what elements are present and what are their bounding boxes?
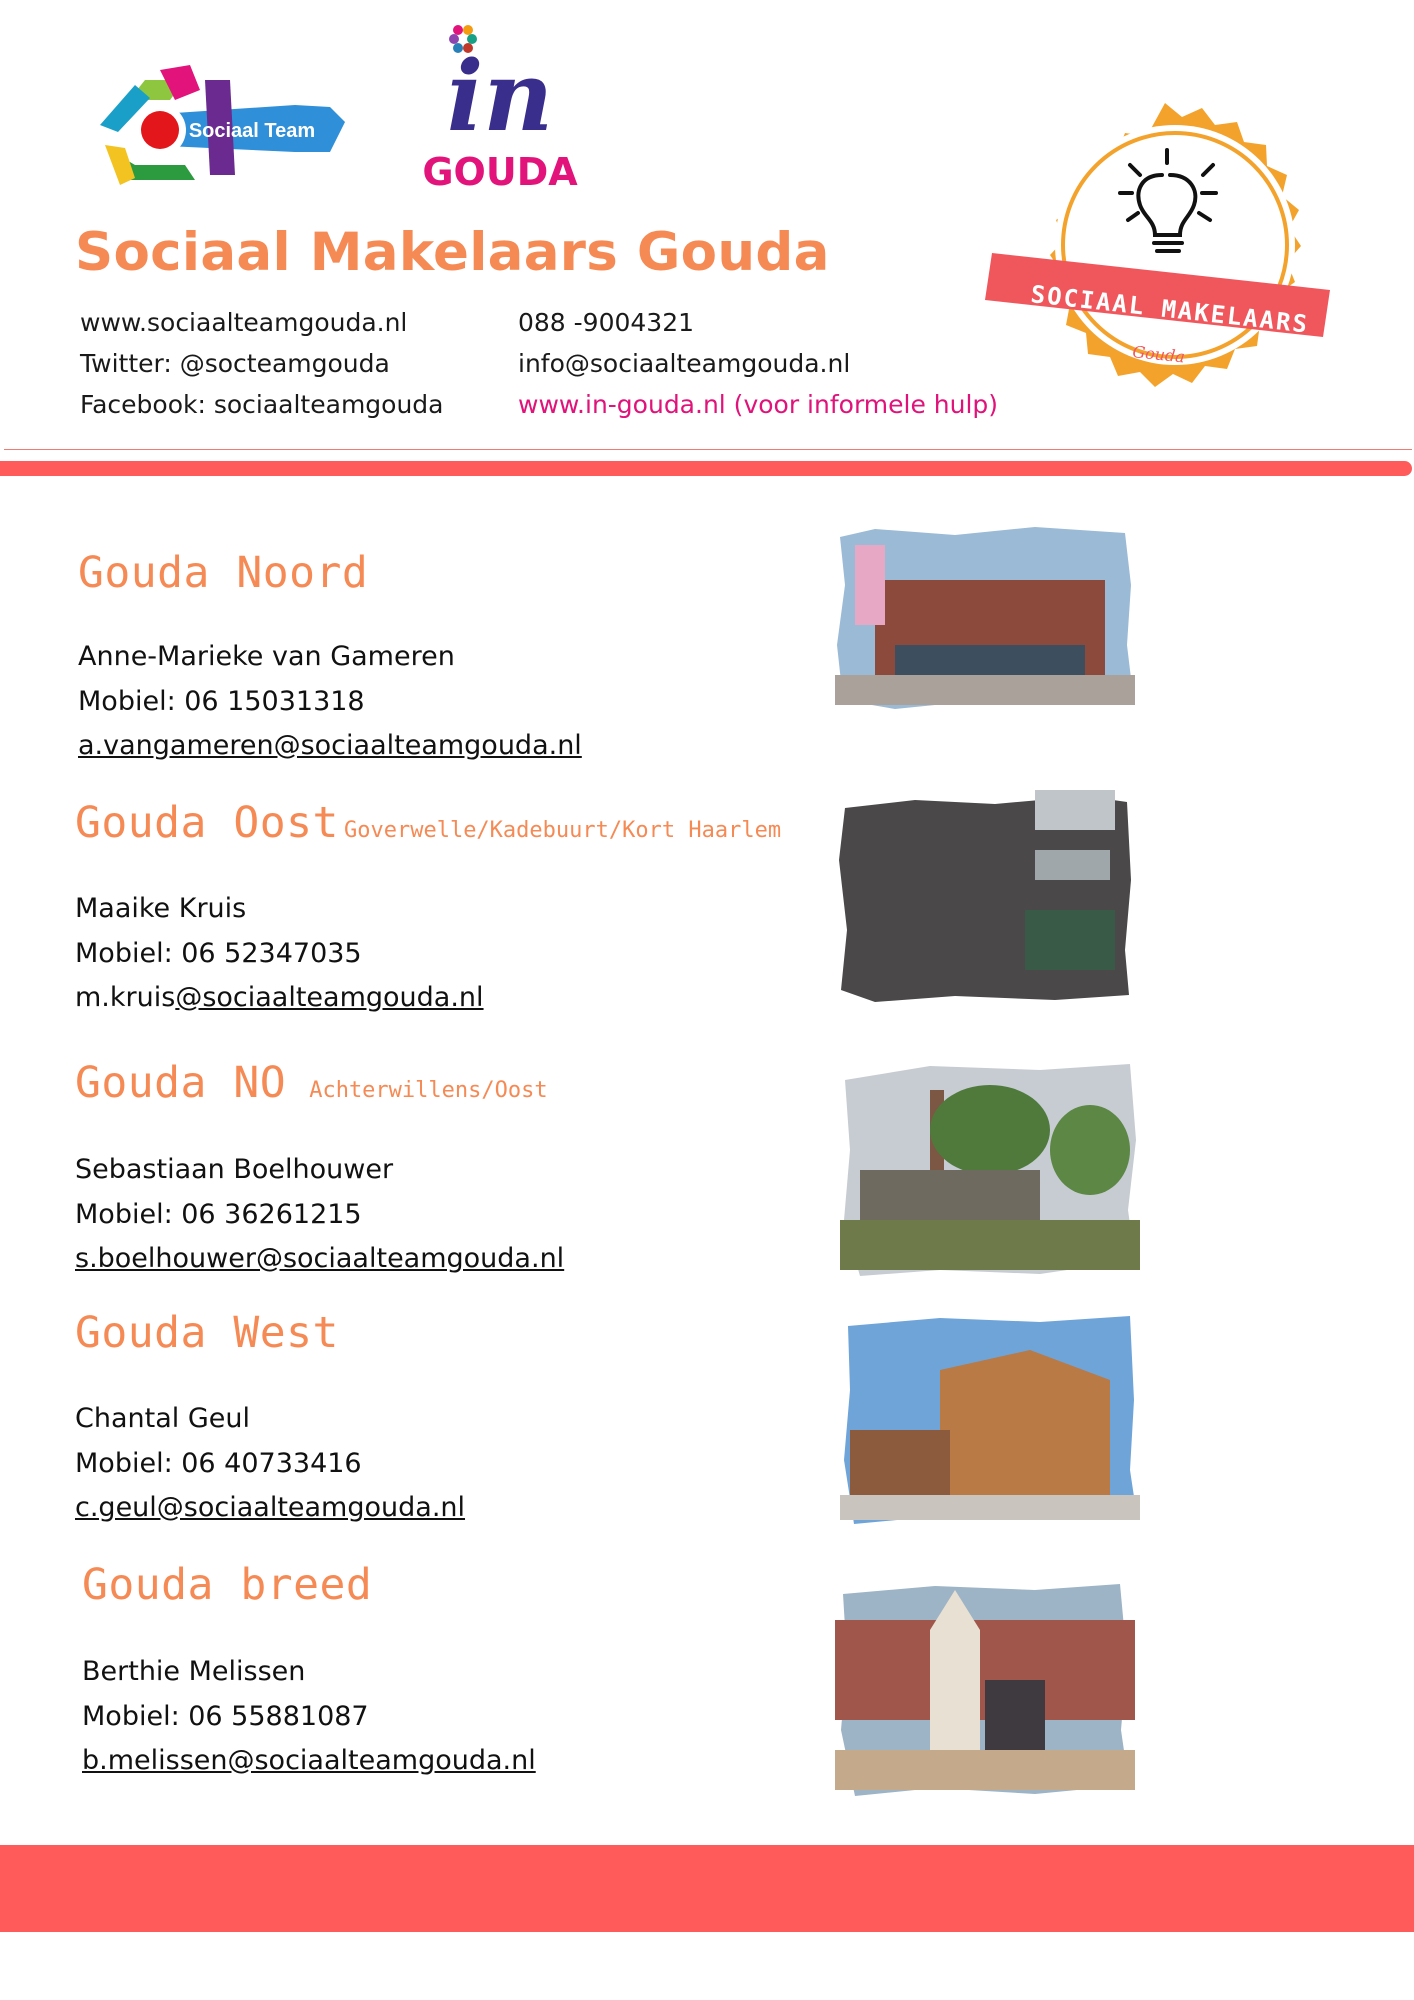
contact-info-right: [518, 302, 998, 425]
contact-email-link[interactable]: s.boelhouwer@sociaalteamgouda.nl: [75, 1243, 565, 1274]
section-title-west: Gouda West: [75, 1308, 339, 1358]
photo-gouda-oost: [835, 790, 1135, 1005]
header-accent-bar: [0, 461, 1412, 476]
photo-gouda-no: [840, 1060, 1140, 1280]
section-title-oost: Gouda Oost: [75, 798, 339, 848]
footer-bar: [0, 1845, 1414, 1932]
contact-name: Berthie Melissen: [82, 1656, 306, 1687]
contact-name: Chantal Geul: [75, 1403, 250, 1434]
in-gouda-link[interactable]: www.in-gouda.nl (voor informele hulp): [518, 390, 999, 419]
in-gouda-logo: [422, 22, 578, 194]
logo-red-dot: [141, 111, 179, 149]
logo-yellow-shape: [105, 145, 135, 185]
facebook-handle[interactable]: Facebook: sociaalteamgouda: [80, 390, 444, 419]
contact-mobile: Mobiel: 06 15031318: [78, 685, 365, 717]
contact-card-west: [75, 1397, 465, 1531]
contact-email[interactable]: [75, 976, 484, 1021]
section-header-no: [75, 1058, 548, 1108]
website-link[interactable]: www.sociaalteamgouda.nl: [80, 308, 408, 337]
contact-card-no: [75, 1148, 564, 1282]
section-title-noord: Gouda Noord: [78, 548, 369, 598]
twitter-handle[interactable]: Twitter: @socteamgouda: [80, 349, 390, 378]
section-title-no: Gouda NO: [75, 1058, 287, 1108]
contact-card-oost: [75, 887, 484, 1021]
contact-mobile: Mobiel: 06 52347035: [75, 937, 362, 969]
badge-ribbon-text: SOCIAAL MAKELAARS: [1029, 280, 1311, 339]
photo-gouda-noord: [835, 525, 1135, 710]
phone-number: 088 -9004321: [518, 308, 695, 337]
page-title: Sociaal Makelaars Gouda: [75, 222, 830, 283]
section-title-breed: Gouda breed: [82, 1560, 373, 1610]
contact-email-link[interactable]: a.vangameren@sociaalteamgouda.nl: [78, 730, 582, 761]
badge-gouda-text: Gouda: [1131, 342, 1186, 367]
section-subtitle-oost: Goverwelle/Kadebuurt/Kort Haarlem: [343, 818, 782, 843]
contact-email-link[interactable]: c.geul@sociaalteamgouda.nl: [75, 1492, 466, 1523]
contact-info-left: [80, 302, 444, 425]
contact-email-domain-link[interactable]: @sociaalteamgouda.nl: [175, 982, 484, 1013]
contact-mobile: Mobiel: 06 55881087: [82, 1700, 369, 1732]
photo-gouda-breed: [835, 1580, 1135, 1800]
sociaal-makelaars-badge: [990, 95, 1340, 425]
contact-mobile: Mobiel: 06 36261215: [75, 1198, 362, 1230]
photo-gouda-west: [840, 1310, 1140, 1525]
sociaal-team-logo-text: Sociaal Team: [188, 120, 316, 142]
contact-card-breed: [82, 1650, 536, 1784]
contact-email-link[interactable]: b.melissen@sociaalteamgouda.nl: [82, 1745, 536, 1776]
contact-card-noord: [78, 635, 582, 769]
section-header-oost: [75, 798, 781, 848]
sociaal-team-logo: [90, 60, 355, 195]
contact-email-prefix[interactable]: m.kruis: [75, 982, 176, 1013]
in-gouda-logo-gouda: GOUDA: [422, 150, 578, 194]
contact-name: Maaike Kruis: [75, 893, 247, 924]
section-subtitle-no: Achterwillens/Oost: [309, 1078, 548, 1103]
in-gouda-logo-in: in: [446, 40, 554, 153]
info-email[interactable]: info@sociaalteamgouda.nl: [518, 349, 851, 378]
header-divider-line: [4, 449, 1412, 450]
contact-name: Anne-Marieke van Gameren: [78, 641, 455, 672]
contact-mobile: Mobiel: 06 40733416: [75, 1447, 362, 1479]
contact-name: Sebastiaan Boelhouwer: [75, 1154, 394, 1185]
